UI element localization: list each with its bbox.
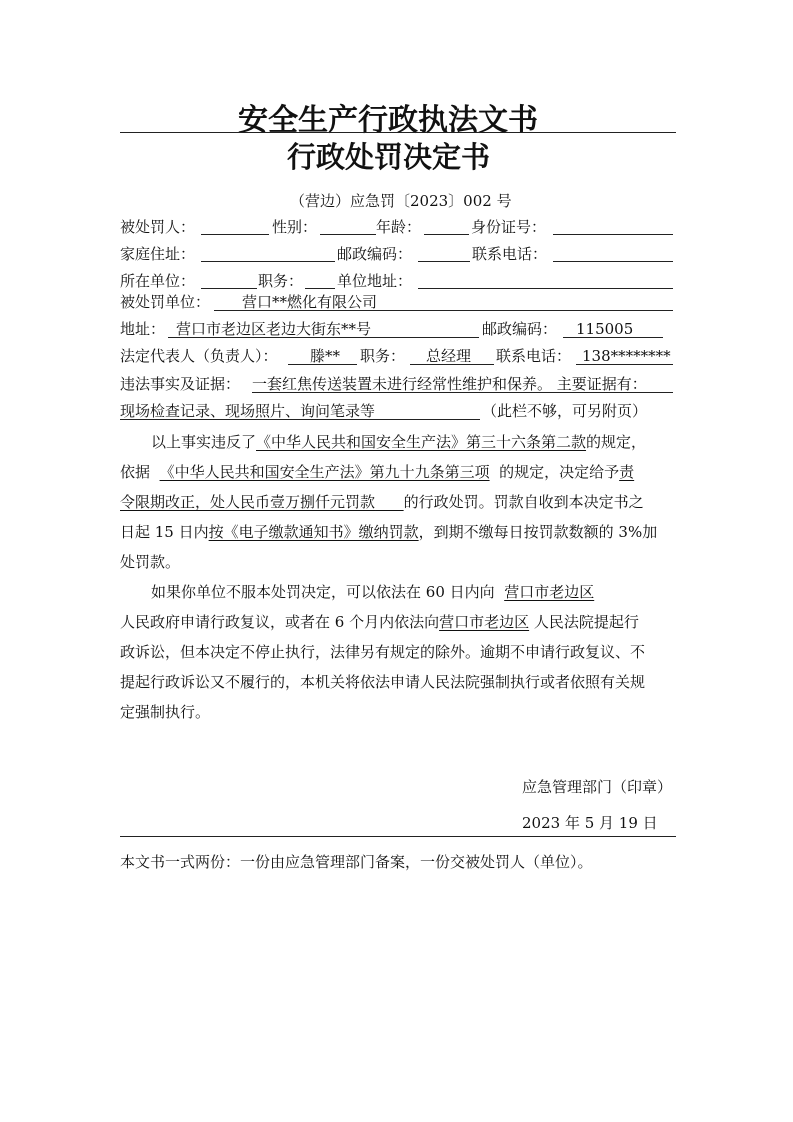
age-blank xyxy=(424,234,469,235)
doc-header-title: 安全生产行政执法文书 xyxy=(238,103,538,138)
home-address-blank xyxy=(201,261,335,262)
legal-rep-value: 滕** xyxy=(310,347,341,365)
position-label: 职务： xyxy=(258,272,304,290)
id-number-blank xyxy=(553,234,673,235)
footer-rule xyxy=(120,836,676,837)
p2-line2: 人民政府申请行政复议，或者在 6 个月内依法向营口市老边区 人民法院提起行 xyxy=(120,613,639,631)
address-label: 地址： xyxy=(120,320,166,338)
legal-rep-label: 法定代表人（负责人）： xyxy=(120,347,278,365)
unit-blank xyxy=(214,310,673,311)
id-number-label: 身份证号： xyxy=(471,218,547,236)
unit-label: 被处罚单位： xyxy=(120,293,211,311)
age-label: 年龄： xyxy=(376,218,422,236)
p2-line3: 政诉讼，但本决定不停止执行，法律另有规定的除外。逾期不申请行政复议、不 xyxy=(120,643,646,661)
postal-code-label: 邮政编码： xyxy=(337,245,413,263)
p2-line5: 定强制执行。 xyxy=(120,703,211,721)
address-value: 营口市老边区老边大街东**号 xyxy=(176,320,372,338)
doc-number: （营边）应急罚〔2023〕002 号 xyxy=(290,192,512,210)
employer-address-blank xyxy=(418,288,673,289)
p1-line5: 处罚款。 xyxy=(120,553,181,571)
facts-value: 一套红焦传送装置未进行经常性维护和保养。 主要证据有： xyxy=(252,375,647,393)
facts-blank-2 xyxy=(120,419,480,420)
footer-note: 本文书一式两份：一份由应急管理部门备案，一份交被处罚人（单位）。 xyxy=(120,853,593,871)
home-address-label: 家庭住址： xyxy=(120,245,196,263)
postal-value: 115005 xyxy=(576,320,634,338)
legal-rep-position-label: 职务： xyxy=(360,347,406,365)
gender-label: 性别： xyxy=(272,218,318,236)
penalized-person-blank xyxy=(201,234,269,235)
legal-rep-position-blank xyxy=(410,364,494,365)
p1-line4: 日起 15 日内按《电子缴款通知书》缴纳罚款，到期不缴每日按罚款数额的 3%加 xyxy=(120,523,658,541)
postal-code-blank xyxy=(418,261,470,262)
employer-label: 所在单位： xyxy=(120,272,196,290)
postal-label: 邮政编码： xyxy=(482,320,558,338)
gender-blank xyxy=(320,234,376,235)
p1-line2: 依据 《中华人民共和国安全生产法》第九十九条第三项 的规定，决定给予责 xyxy=(120,463,635,481)
address-blank xyxy=(168,337,479,338)
signature-dept: 应急管理部门（印章） xyxy=(522,778,673,796)
facts-value-2: 现场检查记录、现场照片、询问笔录等 xyxy=(120,402,376,420)
p1-line3: 令限期改正，处人民币壹万捌仟元罚款 的行政处罚。罚款自收到本决定书之 xyxy=(120,493,644,511)
legal-rep-phone-blank xyxy=(576,364,673,365)
employer-blank xyxy=(201,288,257,289)
legal-rep-phone-label: 联系电话： xyxy=(496,347,572,365)
legal-rep-position-value: 总经理 xyxy=(426,347,472,365)
position-blank xyxy=(305,288,335,289)
doc-title: 行政处罚决定书 xyxy=(287,140,491,174)
facts-note: （此栏不够，可另附页） xyxy=(482,402,648,420)
phone-blank xyxy=(553,261,673,262)
penalized-person-label: 被处罚人： xyxy=(120,218,196,236)
legal-rep-phone-value: 138******** xyxy=(582,347,671,365)
employer-address-label: 单位地址： xyxy=(337,272,413,290)
phone-label: 联系电话： xyxy=(472,245,548,263)
header-rule xyxy=(120,132,676,133)
p1-line1: 以上事实违反了《中华人民共和国安全生产法》第三十六条第二款的规定， xyxy=(151,433,647,451)
legal-rep-blank xyxy=(288,364,357,365)
postal-blank xyxy=(563,337,663,338)
signature-date: 2023 年 5 月 19 日 xyxy=(522,814,658,832)
p2-line1: 如果你单位不服本处罚决定，可以依法在 60 日内向 营口市老边区 xyxy=(151,583,595,601)
facts-label: 违法事实及证据： xyxy=(120,375,241,393)
p2-line4: 提起行政诉讼又不履行的，本机关将依法申请人民法院强制执行或者依照有关规 xyxy=(120,673,646,691)
unit-value: 营口**燃化有限公司 xyxy=(242,293,378,311)
facts-blank xyxy=(252,392,673,393)
